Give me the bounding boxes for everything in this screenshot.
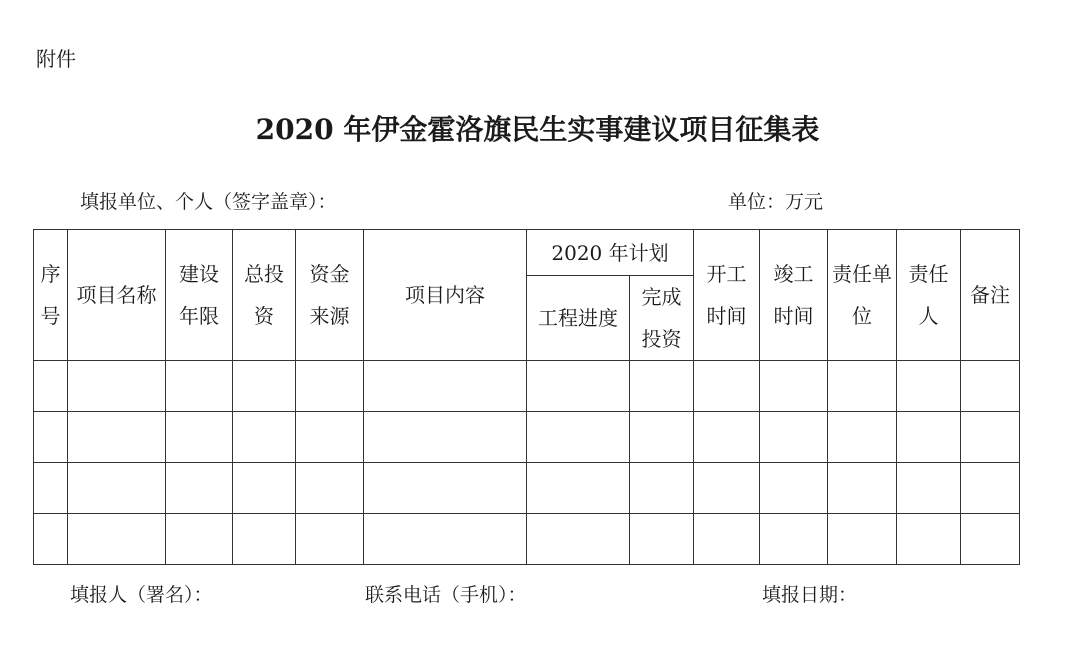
header-remarks: 备注 <box>961 230 1020 361</box>
header-total-investment: 总投 资 <box>233 230 296 361</box>
collection-table-wrapper <box>33 229 1020 565</box>
header-fund-source: 资金 来源 <box>296 230 364 361</box>
header-construction-period: 建设 年限 <box>166 230 233 361</box>
table-row <box>34 361 1020 412</box>
phone-label: 联系电话（手机）： <box>365 584 527 606</box>
filler-unit-label: 填报单位、个人（签字盖章）： <box>80 191 337 213</box>
header-progress: 工程进度 <box>527 276 630 361</box>
table-row <box>34 412 1020 463</box>
header-completed-investment: 完成 投资 <box>630 276 694 361</box>
header-start-time: 开工 时间 <box>694 230 760 361</box>
table-row <box>34 514 1020 565</box>
header-end-time: 竣工 时间 <box>760 230 828 361</box>
date-label: 填报日期： <box>762 584 858 606</box>
attachment-label: 附件 <box>36 47 76 71</box>
header-project-content: 项目内容 <box>364 230 527 361</box>
header-project-name: 项目名称 <box>68 230 166 361</box>
collection-table <box>33 229 1020 565</box>
header-row-1 <box>34 230 1020 276</box>
filler-signature-label: 填报人（署名）： <box>70 584 213 606</box>
header-responsible-unit: 责任单 位 <box>828 230 897 361</box>
form-title: 2020 年伊金霍洛旗民生实事建议项目征集表 <box>255 113 820 146</box>
unit-label: 单位：万元 <box>728 191 824 213</box>
header-responsible-person: 责任 人 <box>897 230 961 361</box>
header-plan-2020: 2020 年计划 <box>527 230 694 276</box>
table-row <box>34 463 1020 514</box>
header-seq: 序 号 <box>34 230 68 361</box>
